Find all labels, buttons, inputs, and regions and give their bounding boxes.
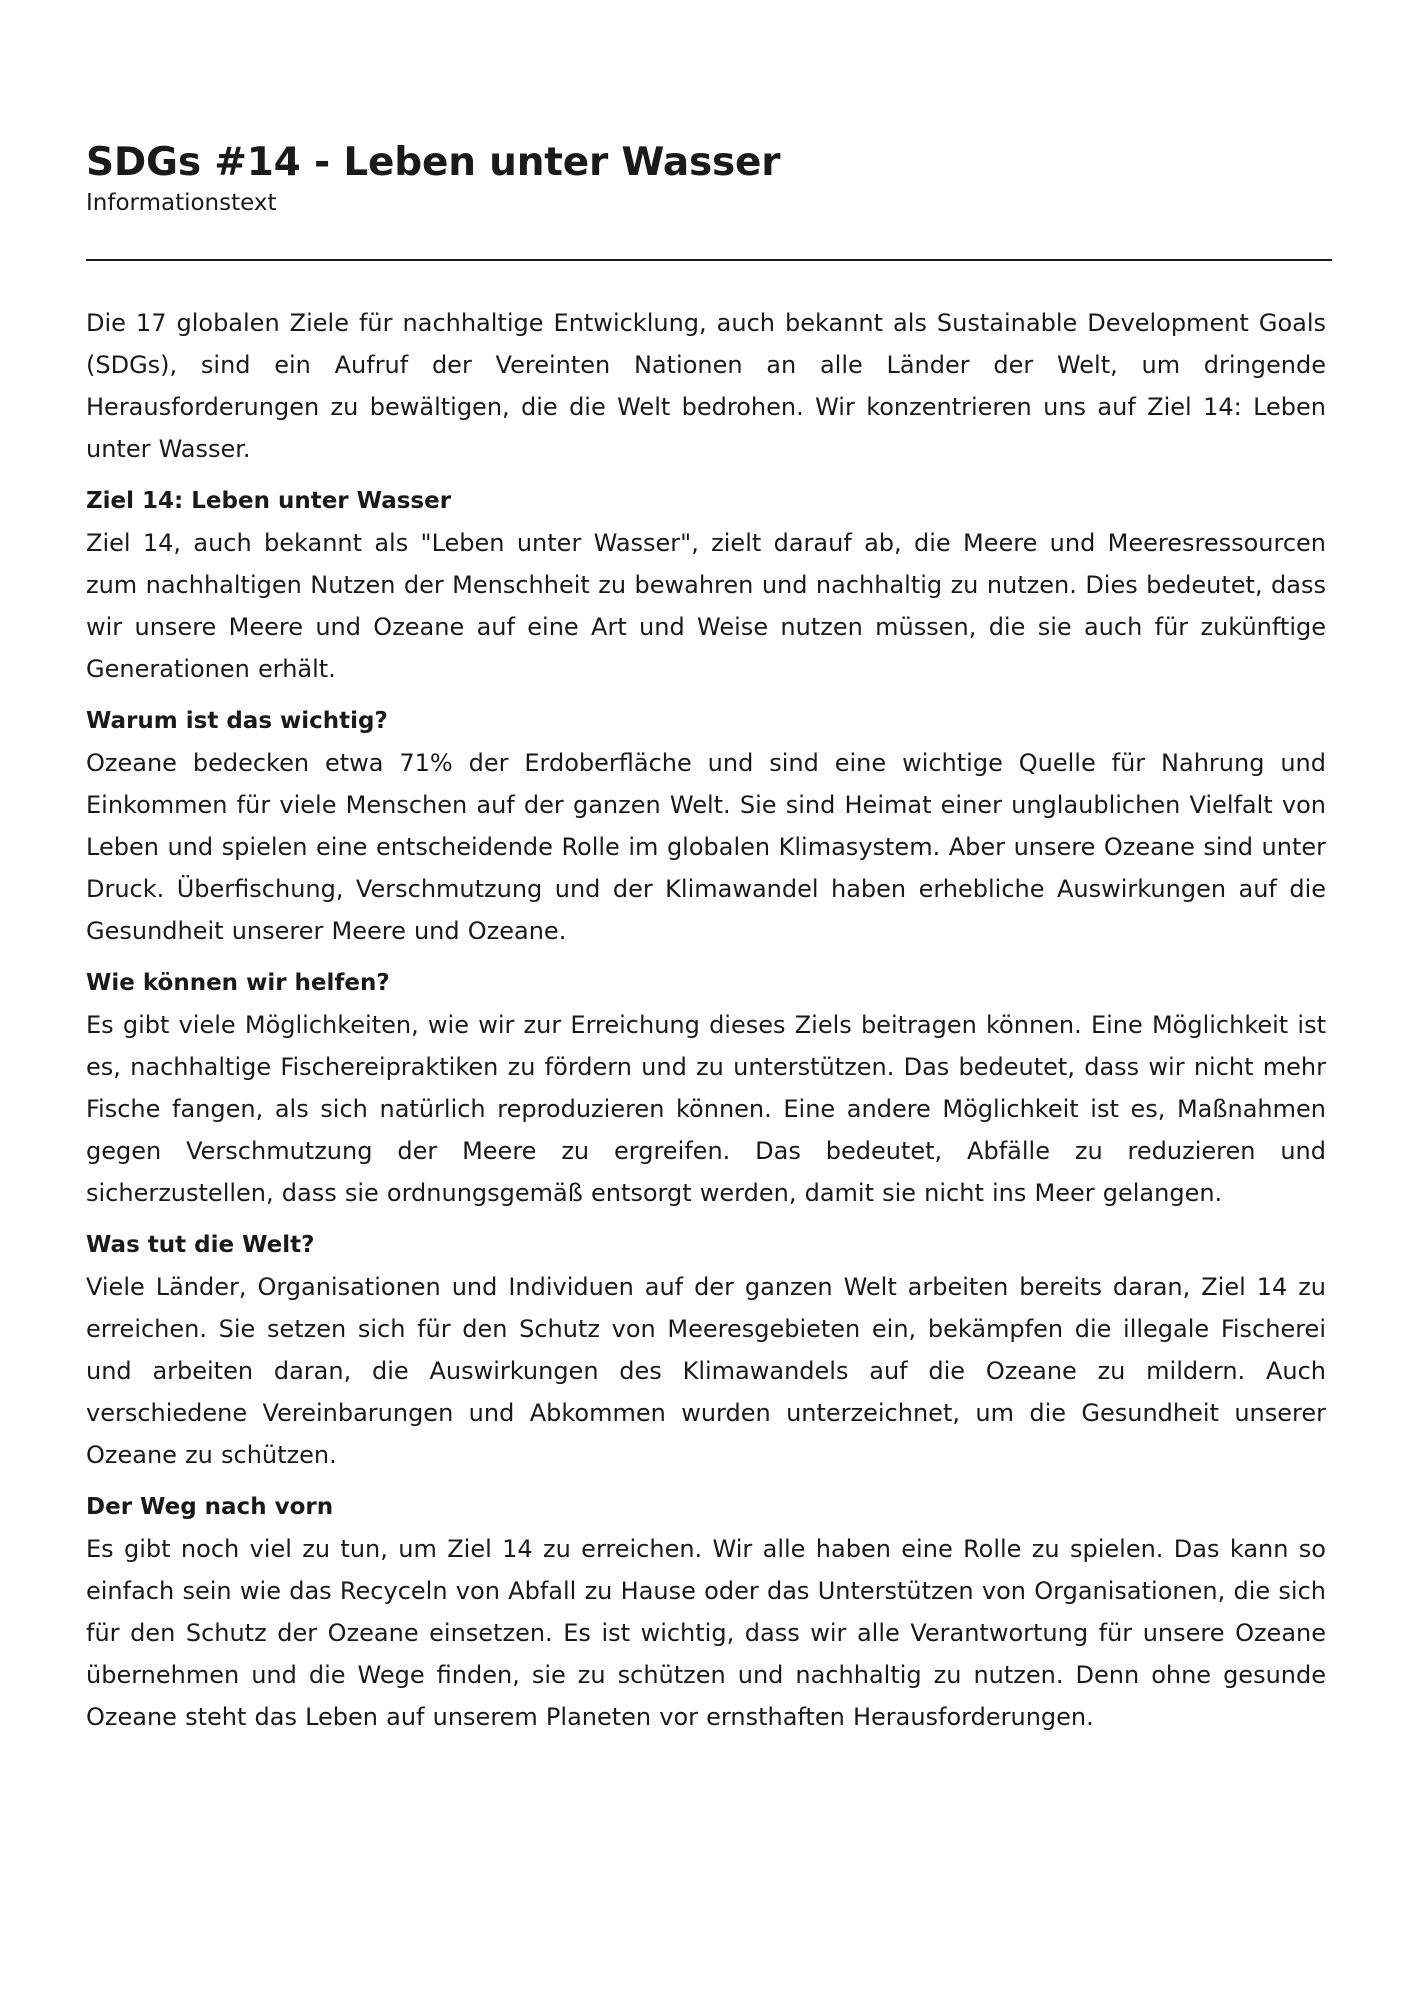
header-divider [86,259,1332,261]
section-heading: Warum ist das wichtig? [86,708,388,734]
section-heading: Der Weg nach vorn [86,1494,334,1520]
section-paragraph: Es gibt viele Möglichkeiten, wie wir zur Erreichung dieses Ziels beitragen können. Eine Möglichkeit ist es, nachhaltige Fischereipraktiken zu fördern und zu unterstützen. Das bedeutet, dass wir nicht mehr Fische fangen, als sich natürlich reproduzieren können. Eine andere Möglichkeit ist es, Maßnahmen gegen Verschmutzung der Meere zu ergreifen. Das bedeutet, Abfälle zu reduzieren und sicherzustellen, dass sie ordnungsgemäß entsorgt werden, damit sie nicht ins Meer gelangen. [86,1011,1326,1207]
section-heading: Wie können wir helfen? [86,970,390,996]
section-way-forward [86,1489,1326,1738]
section-what-world-does [86,1227,1326,1476]
section-heading: Ziel 14: Leben unter Wasser [86,488,452,514]
document-subtitle: Informationstext [86,190,277,216]
document-page [86,138,1326,1751]
section-goal-14 [86,483,1326,690]
section-paragraph: Ozeane bedecken etwa 71% der Erdoberfläche und sind eine wichtige Quelle für Nahrung und Einkommen für viele Menschen auf der ganzen Welt. Sie sind Heimat einer unglaublichen Vielfalt von Leben und spielen eine entscheidende Rolle im globalen Klimasystem. Aber unsere Ozeane sind unter Druck. Überfischung, Verschmutzung und der Klimawandel haben erhebliche Auswirkungen auf die Gesundheit unserer Meere und Ozeane. [86,749,1326,945]
section-heading: Was tut die Welt? [86,1232,315,1258]
section-paragraph: Viele Länder, Organisationen und Individuen auf der ganzen Welt arbeiten bereits daran, Ziel 14 zu erreichen. Sie setzen sich für den Schutz von Meeresgebieten ein, bekämpfen die illegale Fischerei und arbeiten daran, die Auswirkungen des Klimawandels auf die Ozeane zu mildern. Auch verschiedene Vereinbarungen und Abkommen wurden unterzeichnet, um die Gesundheit unserer Ozeane zu schützen. [86,1273,1326,1469]
section-paragraph: Ziel 14, auch bekannt als "Leben unter Wasser", zielt darauf ab, die Meere und Meeresressourcen zum nachhaltigen Nutzen der Menschheit zu bewahren und nachhaltig zu nutzen. Dies bedeutet, dass wir unsere Meere und Ozeane auf eine Art und Weise nutzen müssen, die sie auch für zukünftige Generationen erhält. [86,529,1326,683]
section-paragraph: Es gibt noch viel zu tun, um Ziel 14 zu erreichen. Wir alle haben eine Rolle zu spielen. Das kann so einfach sein wie das Recyceln von Abfall zu Hause oder das Unterstützen von Organisationen, die sich für den Schutz der Ozeane einsetzen. Es ist wichtig, dass wir alle Verantwortung für unsere Ozeane übernehmen und die Wege finden, sie zu schützen und nachhaltig zu nutzen. Denn ohne gesunde Ozeane steht das Leben auf unserem Planeten vor ernsthaften Herausforderungen. [86,1535,1326,1731]
section-how-to-help [86,965,1326,1214]
document-title: SDGs #14 - Leben unter Wasser [86,140,781,185]
intro-paragraph: Die 17 globalen Ziele für nachhaltige Entwicklung, auch bekannt als Sustainable Development Goals (SDGs), sind ein Aufruf der Vereinten Nationen an alle Länder der Welt, um dringende Herausforderungen zu bewältigen, die die Welt bedrohen. Wir konzentrieren uns auf Ziel 14: Leben unter Wasser. [86,309,1326,463]
section-why-important [86,703,1326,952]
